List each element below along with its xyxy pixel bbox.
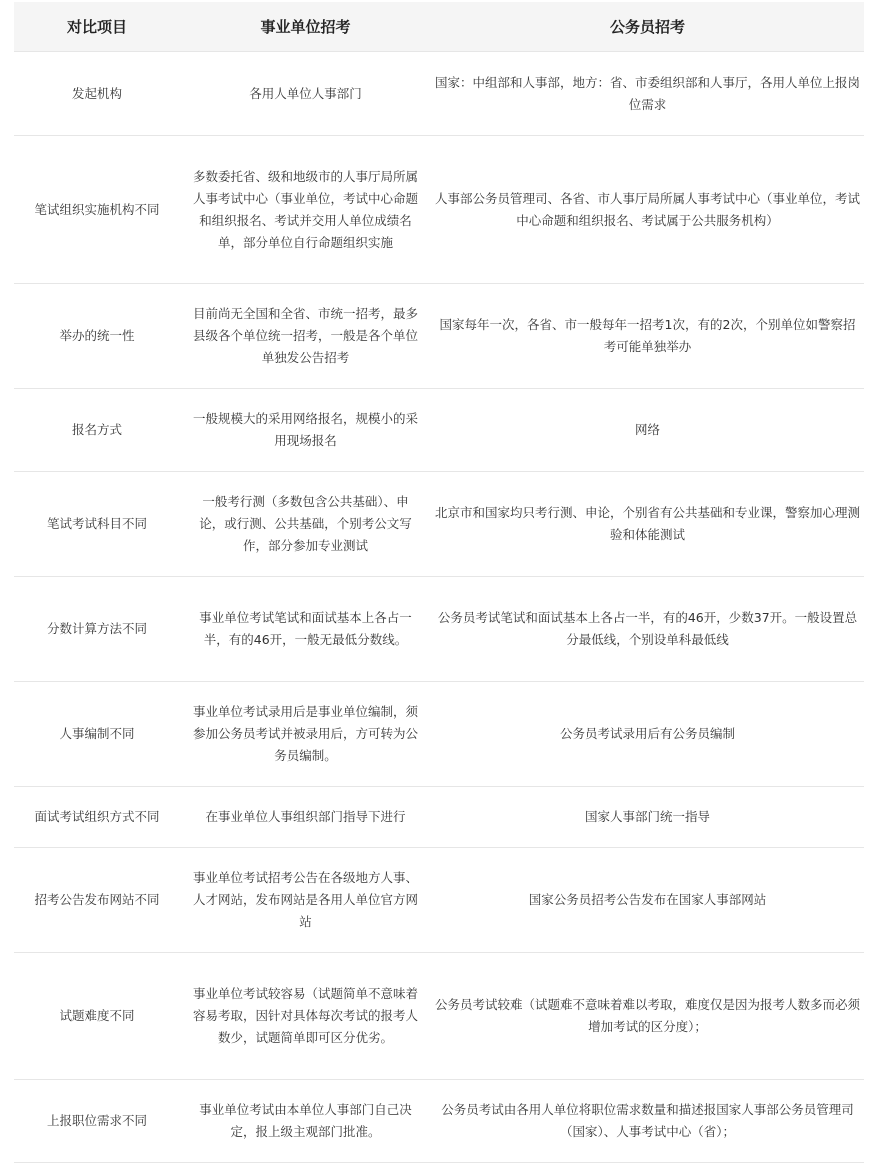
table-header-row [14,2,864,52]
row-item-label: 招考公告发布网站不同 [14,848,180,953]
row-civil-servant-cell: 公务员考试笔试和面试基本上各占一半，有的46开，少数37开。一般设置总分最低线，个别设单科最低线 [431,577,864,682]
header-comparison-item: 对比项目 [14,2,180,52]
row-public-institution-cell: 事业单位考试录用后是事业单位编制，须参加公务员考试并被录用后，方可转为公务员编制。 [180,682,431,787]
row-item-label: 分数计算方法不同 [14,577,180,682]
row-public-institution-cell: 事业单位考试招考公告在各级地方人事、人才网站，发布网站是各用人单位官方网站 [180,848,431,953]
comparison-table-container [14,2,864,1163]
row-public-institution-cell: 各用人单位人事部门 [180,52,431,136]
table-row [14,953,864,1080]
row-item-label: 试题难度不同 [14,953,180,1080]
row-civil-servant-cell: 公务员考试较难（试题难不意味着难以考取，难度仅是因为报考人数多而必须增加考试的区分度）； [431,953,864,1080]
table-row [14,136,864,284]
table-row [14,682,864,787]
table-row [14,284,864,389]
row-item-label: 发起机构 [14,52,180,136]
row-public-institution-cell: 在事业单位人事组织部门指导下进行 [180,787,431,848]
row-item-label: 报名方式 [14,389,180,472]
row-item-label: 面试考试组织方式不同 [14,787,180,848]
header-civil-servant: 公务员招考 [431,2,864,52]
table-row [14,848,864,953]
table-row [14,787,864,848]
row-public-institution-cell: 事业单位考试较容易（试题简单不意味着容易考取，因针对具体每次考试的报考人数少，试题简单即可区分优劣。 [180,953,431,1080]
row-public-institution-cell: 一般规模大的采用网络报名，规模小的采用现场报名 [180,389,431,472]
row-civil-servant-cell: 国家人事部门统一指导 [431,787,864,848]
row-public-institution-cell: 一般考行测（多数包含公共基础）、申论，或行测、公共基础，个别考公文写作，部分参加专业测试 [180,472,431,577]
row-public-institution-cell: 多数委托省、级和地级市的人事厅局所属人事考试中心（事业单位，考试中心命题和组织报名、考试并交用人单位成绩名单，部分单位自行命题组织实施 [180,136,431,284]
row-public-institution-cell: 事业单位考试笔试和面试基本上各占一半，有的46开，一般无最低分数线。 [180,577,431,682]
row-item-label: 举办的统一性 [14,284,180,389]
row-public-institution-cell: 事业单位考试由本单位人事部门自己决定，报上级主观部门批准。 [180,1080,431,1163]
row-civil-servant-cell: 北京市和国家均只考行测、申论，个别省有公共基础和专业课，警察加心理测验和体能测试 [431,472,864,577]
table-row [14,389,864,472]
row-item-label: 笔试组织实施机构不同 [14,136,180,284]
row-civil-servant-cell: 公务员考试由各用人单位将职位需求数量和描述报国家人事部公务员管理司（国家）、人事考试中心（省）； [431,1080,864,1163]
row-civil-servant-cell: 公务员考试录用后有公务员编制 [431,682,864,787]
row-item-label: 上报职位需求不同 [14,1080,180,1163]
table-row [14,472,864,577]
row-civil-servant-cell: 网络 [431,389,864,472]
header-public-institution: 事业单位招考 [180,2,431,52]
row-public-institution-cell: 目前尚无全国和全省、市统一招考，最多县级各个单位统一招考，一般是各个单位单独发公告招考 [180,284,431,389]
row-item-label: 人事编制不同 [14,682,180,787]
row-civil-servant-cell: 国家公务员招考公告发布在国家人事部网站 [431,848,864,953]
comparison-table [14,2,864,1163]
row-item-label: 笔试考试科目不同 [14,472,180,577]
table-row [14,52,864,136]
row-civil-servant-cell: 国家每年一次，各省、市一般每年一招考1次，有的2次，个别单位如警察招考可能单独举办 [431,284,864,389]
table-row [14,577,864,682]
table-row [14,1080,864,1163]
row-civil-servant-cell: 国家：中组部和人事部，地方：省、市委组织部和人事厅，各用人单位上报岗位需求 [431,52,864,136]
row-civil-servant-cell: 人事部公务员管理司、各省、市人事厅局所属人事考试中心（事业单位，考试中心命题和组织报名、考试属于公共服务机构） [431,136,864,284]
